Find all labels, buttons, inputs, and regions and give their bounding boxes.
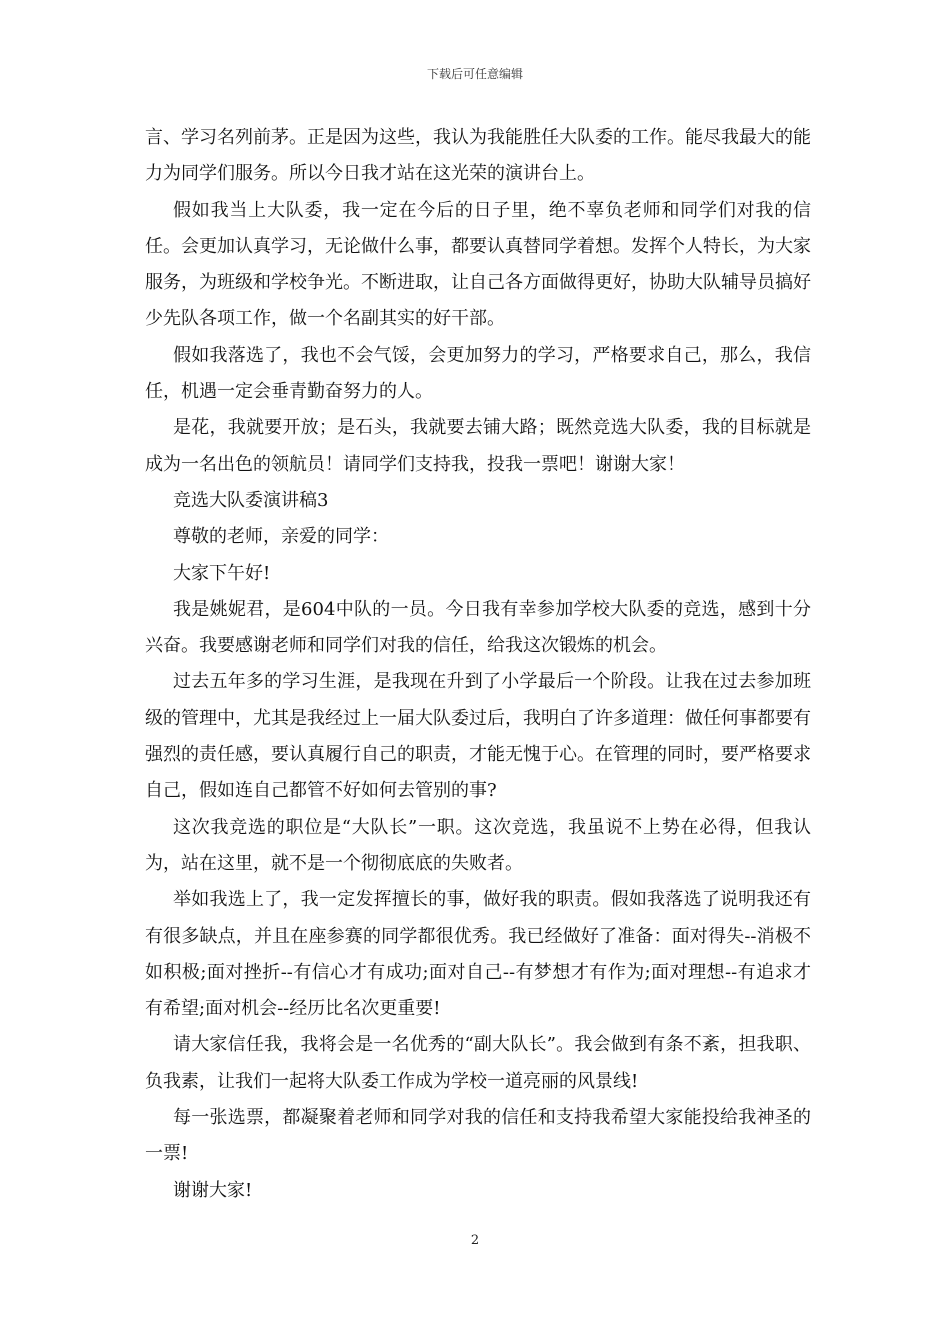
page-header: 下载后可任意编辑 — [426, 67, 523, 81]
paragraph-11: 举如我选上了，我一定发挥擅长的事，做好我的职责。假如我落选了说明我还有有很多缺点，并且在座参赛的同学都很优秀。我已经做好了准备：面对得失--消极不如积极;面对挫折--有信心才有成功;面对自己--有梦想才有作为;面对理想--有追求才有希望;面对机会--经历比名次更重要! — [145, 889, 811, 1020]
greeting: 大家下午好! — [173, 562, 271, 584]
salutation: 尊敬的老师，亲爱的同学： — [173, 526, 389, 548]
document-body — [145, 120, 811, 1209]
section-title: 竞选大队委演讲稿3 — [173, 489, 329, 511]
closing: 谢谢大家! — [173, 1179, 253, 1201]
page-number: 2 — [470, 1233, 480, 1248]
paragraph-2: 假如我当上大队委，我一定在今后的日子里，绝不辜负老师和同学们对我的信任。会更加认真学习，无论做什么事，都要认真替同学着想。发挥个人特长，为大家服务，为班级和学校争光。不断进取，让自己各方面做得更好，协助大队辅导员搞好少先队各项工作，做一个名副其实的好干部。 — [145, 199, 811, 330]
paragraph-10: 这次我竞选的职位是“大队长”一职。这次竞选，我虽说不上势在必得，但我认为，站在这里，就不是一个彻彻底底的失败者。 — [145, 816, 811, 874]
paragraph-3: 假如我落选了，我也不会气馁，会更加努力的学习，严格要求自己，那么，我信任，机遇一定会垂青勤奋努力的人。 — [145, 344, 811, 403]
paragraph-1: 言、学习名列前茅。正是因为这些，我认为我能胜任大队委的工作。能尽我最大的能力为同学们服务。所以今日我才站在这光荣的演讲台上。 — [145, 127, 811, 185]
paragraph-8: 我是姚妮君，是604中队的一员。今日我有幸参加学校大队委的竞选，感到十分兴奋。我要感谢老师和同学们对我的信任，给我这次锻炼的机会。 — [145, 598, 811, 657]
paragraph-4: 是花，我就要开放；是石头，我就要去铺大路；既然竞选大队委，我的目标就是成为一名出色的领航员！请同学们支持我，投我一票吧！谢谢大家！ — [145, 417, 811, 475]
paragraph-9: 过去五年多的学习生涯，是我现在升到了小学最后一个阶段。让我在过去参加班级的管理中，尤其是我经过上一届大队委过后，我明白了许多道理：做任何事都要有强烈的责任感，要认真履行自己的职责，才能无愧于心。在管理的同时，要严格要求自己，假如连自己都管不好如何去管别的事? — [145, 671, 811, 802]
paragraph-13: 每一张选票，都凝聚着老师和同学对我的信任和支持我希望大家能投给我神圣的一票! — [145, 1107, 811, 1165]
paragraph-12: 请大家信任我，我将会是一名优秀的“副大队长”。我会做到有条不紊，担我职、负我素，让我们一起将大队委工作成为学校一道亮丽的风景线! — [145, 1034, 811, 1092]
